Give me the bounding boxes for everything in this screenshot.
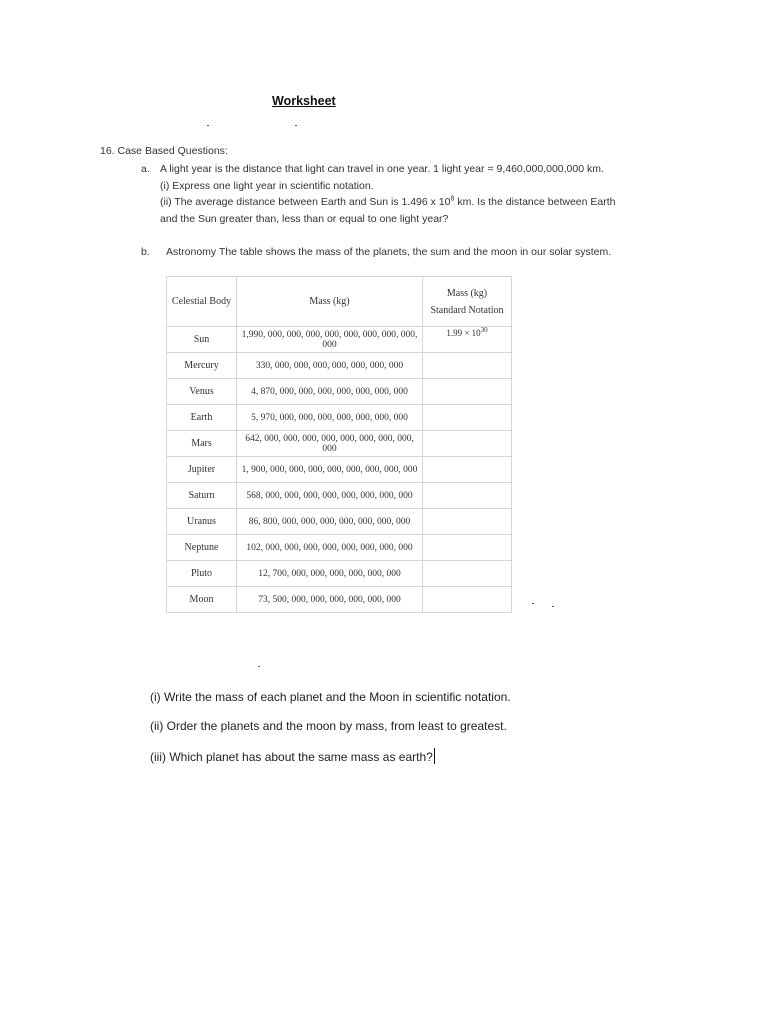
standard-notation-cell	[423, 483, 512, 509]
stray-mark	[532, 603, 534, 604]
mass-cell: 5, 970, 000, 000, 000, 000, 000, 000, 000	[237, 405, 423, 431]
table-row	[167, 535, 512, 561]
mass-cell: 4, 870, 000, 000, 000, 000, 000, 000, 000	[237, 379, 423, 405]
part-a-sub-ii-exponent: 8	[450, 195, 455, 203]
header-standard-notation	[423, 277, 512, 327]
table-row	[167, 561, 512, 587]
table-row	[167, 353, 512, 379]
standard-notation-exponent: 30	[480, 326, 488, 334]
celestial-body-cell: Uranus	[167, 509, 237, 535]
standard-notation-cell	[423, 405, 512, 431]
sub-question-1: (i) Write the mass of each planet and the Moon in scientific notation.	[150, 690, 511, 704]
mass-cell: 73, 500, 000, 000, 000, 000, 000, 000	[237, 587, 423, 613]
standard-notation-cell	[423, 327, 512, 353]
celestial-body-cell: Earth	[167, 405, 237, 431]
standard-notation-cell	[423, 587, 512, 613]
celestial-body-cell: Mercury	[167, 353, 237, 379]
sub-question-3	[150, 748, 435, 764]
celestial-body-cell: Saturn	[167, 483, 237, 509]
stray-mark	[552, 606, 554, 607]
celestial-body-cell: Mars	[167, 431, 237, 457]
worksheet-title: Worksheet	[272, 94, 336, 108]
standard-notation-cell	[423, 431, 512, 457]
mass-cell: 568, 000, 000, 000, 000, 000, 000, 000, 000	[237, 483, 423, 509]
part-b-label: b.	[141, 246, 150, 258]
table-row	[167, 405, 512, 431]
standard-notation-base: 1.99 × 10	[446, 328, 481, 338]
table-row	[167, 431, 512, 457]
text-cursor	[434, 748, 435, 764]
standard-notation-cell	[423, 353, 512, 379]
header-std-line2: Standard Notation	[430, 304, 504, 316]
mass-cell: 330, 000, 000, 000, 000, 000, 000, 000	[237, 353, 423, 379]
question-heading: 16. Case Based Questions:	[100, 145, 228, 157]
mass-cell: 1,990, 000, 000, 000, 000, 000, 000, 000, 000, 000	[237, 327, 423, 353]
sub-question-3-text: (iii) Which planet has about the same mass as earth?	[150, 750, 433, 764]
mass-cell: 642, 000, 000, 000, 000, 000, 000, 000, 000, 000	[237, 431, 423, 457]
stray-mark	[295, 125, 297, 126]
header-celestial-body: Celestial Body	[167, 277, 237, 327]
celestial-body-cell: Jupiter	[167, 457, 237, 483]
table-row	[167, 483, 512, 509]
sub-question-2: (ii) Order the planets and the moon by mass, from least to greatest.	[150, 719, 507, 733]
part-b-text: Astronomy The table shows the mass of the planets, the sum and the moon in our solar system.	[166, 246, 612, 258]
mass-cell: 12, 700, 000, 000, 000, 000, 000, 000	[237, 561, 423, 587]
celestial-body-cell: Neptune	[167, 535, 237, 561]
stray-mark	[258, 666, 260, 667]
mass-cell: 86, 800, 000, 000, 000, 000, 000, 000, 000	[237, 509, 423, 535]
part-a-sub-ii	[160, 196, 616, 208]
standard-notation-cell	[423, 379, 512, 405]
table-header-row	[167, 277, 512, 327]
celestial-body-cell: Pluto	[167, 561, 237, 587]
header-std-line1: Mass (kg)	[446, 287, 488, 299]
celestial-body-cell: Venus	[167, 379, 237, 405]
standard-notation-cell	[423, 457, 512, 483]
part-a-label: a.	[141, 163, 150, 175]
table-row	[167, 509, 512, 535]
standard-notation-value	[446, 328, 487, 338]
mass-cell: 1, 900, 000, 000, 000, 000, 000, 000, 000, 000	[237, 457, 423, 483]
mass-cell: 102, 000, 000, 000, 000, 000, 000, 000, 000	[237, 535, 423, 561]
table-row	[167, 457, 512, 483]
standard-notation-cell	[423, 535, 512, 561]
part-a-sub-ii-line2: and the Sun greater than, less than or equal to one light year?	[160, 213, 449, 225]
table-row	[167, 327, 512, 353]
part-a-sub-ii-end: km. Is the distance between Earth	[454, 196, 616, 208]
part-a-text: A light year is the distance that light can travel in one year. 1 light year = 9,460,000,000,000 km.	[160, 163, 604, 175]
table-row	[167, 587, 512, 613]
celestial-body-cell: Moon	[167, 587, 237, 613]
part-a-sub-ii-start: (ii) The average distance between Earth and Sun is 1.496 x 10	[160, 196, 451, 208]
standard-notation-cell	[423, 509, 512, 535]
celestial-body-cell: Sun	[167, 327, 237, 353]
table-row	[167, 379, 512, 405]
standard-notation-cell	[423, 561, 512, 587]
planet-mass-table	[166, 276, 512, 613]
stray-mark	[207, 125, 209, 126]
header-mass: Mass (kg)	[237, 277, 423, 327]
part-a-sub-i: (i) Express one light year in scientific notation.	[160, 180, 374, 192]
